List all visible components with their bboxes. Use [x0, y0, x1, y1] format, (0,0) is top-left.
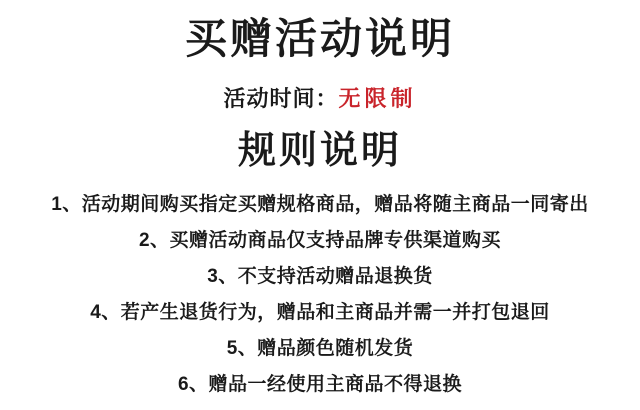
rules-list: [0, 192, 640, 397]
page-title: 买赠活动说明: [184, 15, 455, 62]
rules-section-title: 规则说明: [237, 130, 402, 172]
activity-time-value: 无限制: [338, 86, 417, 111]
rule-item: 3、不支持活动赠品退换货: [207, 266, 433, 287]
rule-item: 4、若产生退货行为，赠品和主商品并需一并打包退回: [90, 302, 550, 323]
rule-item: 6、赠品一经使用主商品不得退换: [177, 374, 463, 395]
rule-item: 1、活动期间购买指定买赠规格商品，赠品将随主商品一同寄出: [51, 194, 589, 215]
rule-item: 2、买赠活动商品仅支持品牌专供渠道购买: [138, 230, 502, 251]
rule-item: 5、赠品颜色随机发货: [226, 338, 414, 359]
activity-time-line: [0, 86, 640, 112]
activity-time-label: 活动时间：: [223, 86, 339, 111]
